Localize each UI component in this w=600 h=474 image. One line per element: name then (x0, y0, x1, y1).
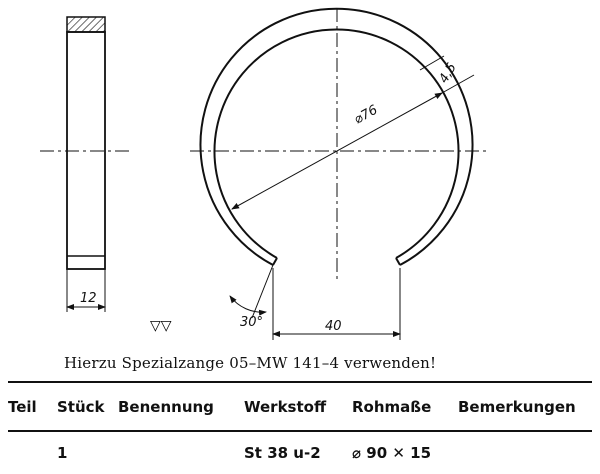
header-rohmasse: Rohmaße (352, 398, 432, 416)
angle-dimension: 30° (240, 315, 264, 330)
table-header-rule (8, 430, 592, 432)
header-stueck: Stück (57, 398, 105, 416)
cell-rohmasse: ⌀ 90 ✕ 15 (352, 444, 432, 462)
header-benennung: Benennung (118, 398, 214, 416)
usage-note: Hierzu Spezialzange 05–MW 141–4 verwenden! (64, 354, 437, 372)
side-view (40, 17, 130, 312)
cell-werkstoff: St 38 u-2 (244, 444, 321, 462)
surface-finish-symbol: ▽▽ (150, 318, 172, 334)
header-teil: Teil (8, 398, 37, 416)
ring-thickness-dimension: 4,5 (436, 60, 460, 86)
width-dimension: 12 (80, 291, 97, 306)
cell-stueck: 1 (57, 444, 68, 462)
header-bemerkungen: Bemerkungen (458, 398, 576, 416)
gap-dimension: 40 (325, 319, 342, 334)
diameter-dimension: ⌀76 (351, 102, 381, 128)
header-werkstoff: Werkstoff (244, 398, 327, 416)
front-view (190, 8, 488, 340)
table-top-rule (8, 381, 592, 383)
